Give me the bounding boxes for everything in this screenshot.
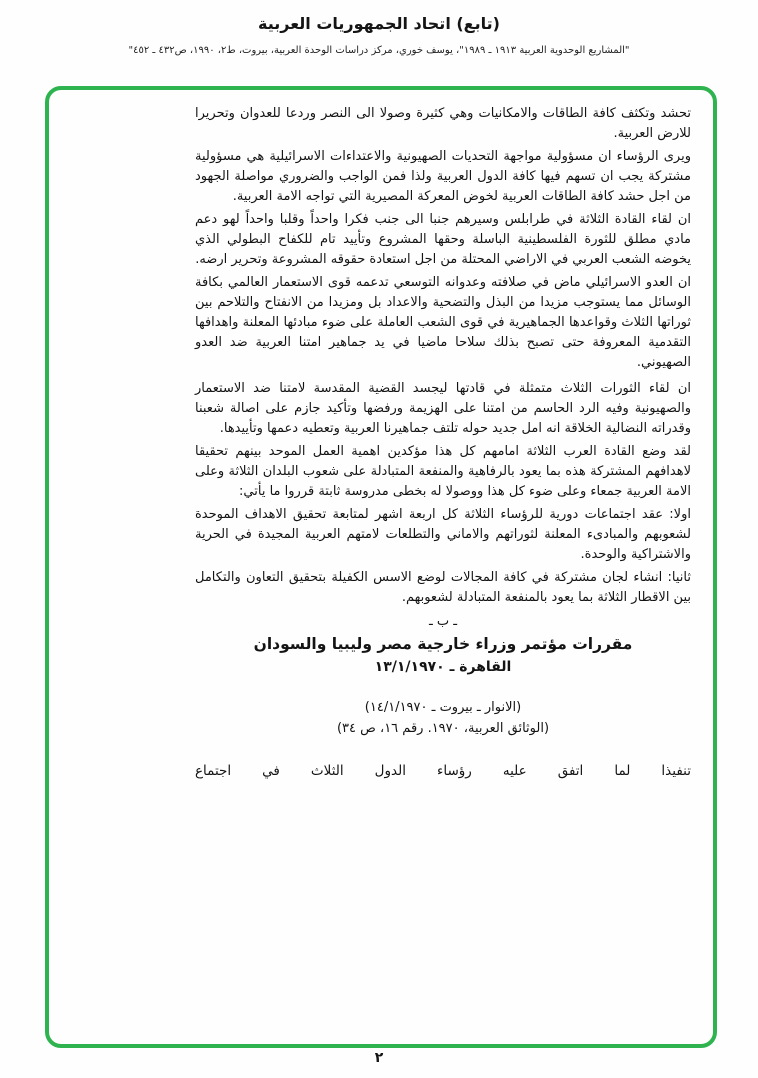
paragraph-second-item: ثانيا: انشاء لجان مشتركة في كافة المجالات لوضع الاسس الكفيلة بتحقيق التعاون والتكامل بين الاقطار الثلاثة بما يعود بالمنفعة المتبادلة لشعوبهم. — [195, 570, 691, 605]
section-separator: ـ ب ـ — [428, 614, 458, 629]
citation-line: (الوثائق العربية، ١٩٧٠. رقم ١٦، ص ٣٤) — [336, 721, 550, 736]
paragraph: ان لقاء الثورات الثلاث متمثلة في قادتها ليجسد القضية المقدسة لامتنا ضد الاستعمار والصهيونية وفيه الرد الحاسم من امتنا على الهزيمة ورفضها وتأكيد جازم على اصالة شعبنا وقدراته النضالية الخلاقة انه امل جديد حوله تلتف جماهيرنا العربية وتعطيه دعمها وتأييدها. — [195, 381, 691, 436]
document-content — [195, 104, 691, 781]
paragraph: ويرى الرؤساء ان مسؤولية مواجهة التحديات الصهيونية والاعتداءات الاسرائيلية هي مسؤولية مشتركة يجب ان تسهم فيها كافة الدول العربية ولذا فمن الواجب والضروري مواصلة الجهود من اجل حشد كافة الطاقات العربية لخوض المعركة المصيرية التي تواجه الامة العربية. — [195, 149, 691, 204]
paragraph: لقد وضع القادة العرب الثلاثة امامهم كل هذا مؤكدين اهمية العمل الموحد بينهم تحقيقا لاهدافهم المشتركة هذه بما يعود بالرفاهية والمنفعة المتبادلة على شعوب البلدان الثلاثة وعلى الامة العربية جمعاء وعلى ضوء كل هذا ووصولا له بخطى مدروسة ثابتة قرروا ما يأتي: — [195, 444, 691, 499]
closing-line: تنفيذا لما اتفق عليه رؤساء الدول الثلاث في اجتماع — [195, 763, 691, 779]
page-number: ٢ — [374, 1050, 384, 1066]
paragraph: ان لقاء القادة الثلاثة في طرابلس وسيرهم جنبا الى جنب فكرا واحداً وقلبا واحداً لهو دعم مادي مطلق للثورة الفلسطينية الباسلة وحقها المشروع وتأييد تام للكفاح البطولي الذي يخوضه الشعب العربي في الاراضي المحتلة من اجل استعادة حقوقه المشروعة وتحرير ارضه. — [195, 212, 691, 267]
citation-line: (الانوار ـ بيروت ـ ١٤/١/١٩٧٠) — [364, 700, 522, 715]
paragraph: تحشد وتكثف كافة الطاقات والامكانيات وهي كثيرة وصولا الى النصر وردعا للعدوان وتحريرا للارض العربية. — [195, 106, 691, 141]
header-source-citation: "المشاريع الوحدوية العربية ١٩١٣ ـ ١٩٨٩"، يوسف خوري، مركز دراسات الوحدة العربية، بيروت، ط٢، ١٩٩٠، ص٤٣٢ ـ ٤٥٢" — [128, 45, 630, 56]
paragraph-first-item: اولا: عقد اجتماعات دورية للرؤساء الثلاثة كل اربعة اشهر لمتابعة تحقيق الاهداف الموحدة لشعوبهم والمبادىء المعلنة لثوراتهم والاماني والتطلعات لامتهم العربية المجيدة في الحرية والاشتراكية والوحدة. — [195, 507, 691, 562]
decree-title: مقررات مؤتمر وزراء خارجية مصر وليبيا والسودان — [253, 635, 633, 653]
document-frame — [45, 86, 717, 1048]
decree-place-date: القاهرة ـ ١٣/١/١٩٧٠ — [374, 659, 512, 675]
paragraph: ان العدو الاسرائيلي ماض في صلافته وعدوانه التوسعي تدعمه قوى الاستعمار العالمي بكافة الوسائل مما يستوجب مزيدا من البذل والتضحية والاعداد بل ومزيدا من الانفتاح والتلاحم بين ثوراتها الثلاث وقواعدها الجماهيرية في قوى الشعب العاملة على ضوء مبادئها المعلنة واهدافها التقدمية المعروفة حتى تصبح بذلك سلاحا ماضيا في يد جماهير امتنا العربية ضد العدو الصهيوني. — [195, 275, 691, 370]
header-title: (تابع) اتحاد الجمهوريات العربية — [258, 14, 500, 33]
